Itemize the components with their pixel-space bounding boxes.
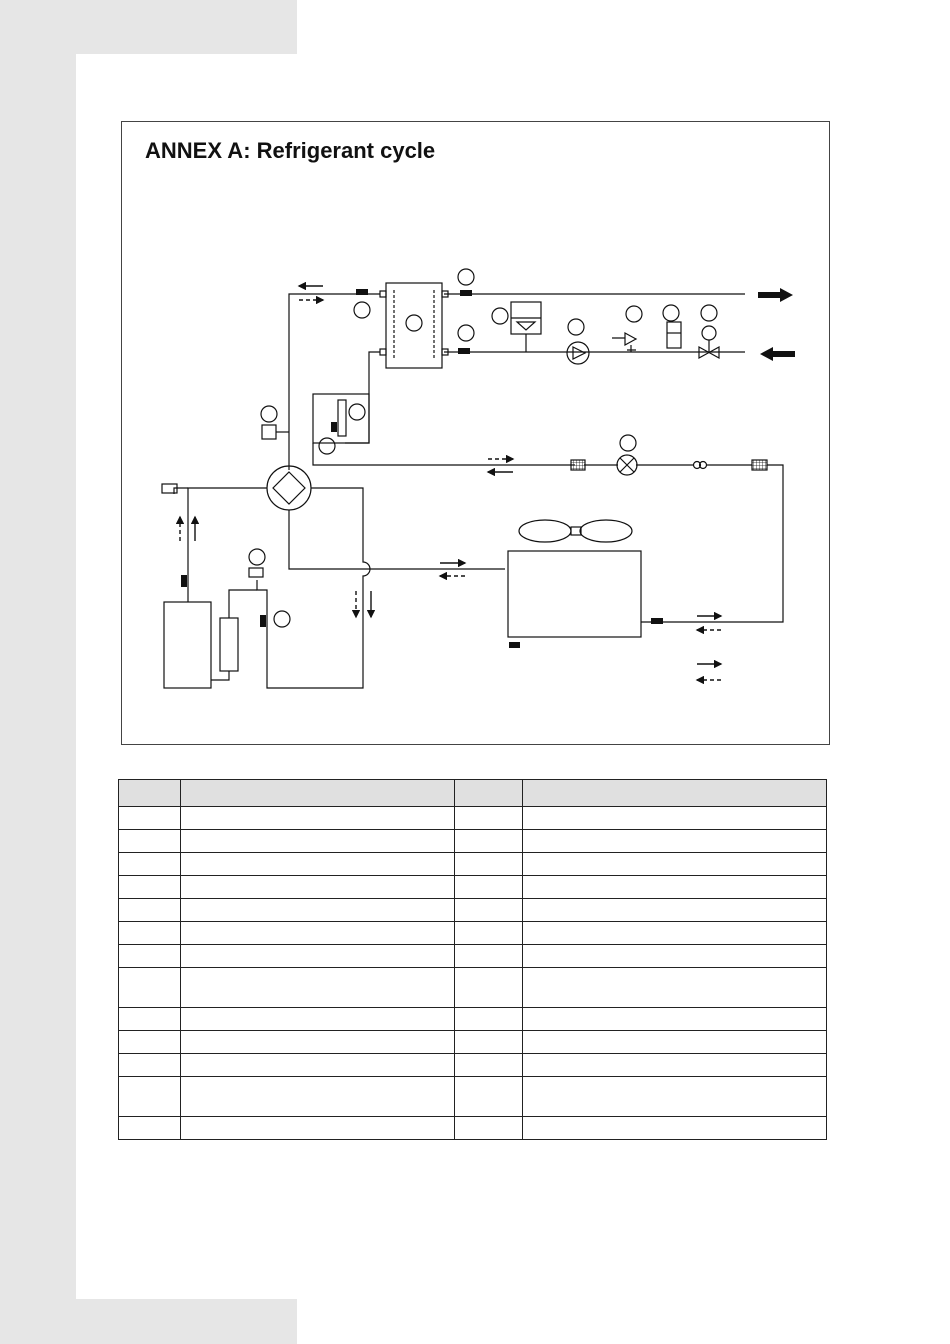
table-cell (523, 807, 827, 830)
table-header-row (119, 780, 827, 807)
table-row (119, 876, 827, 899)
table-cell (119, 1054, 181, 1077)
table-cell (119, 876, 181, 899)
table-cell (455, 899, 523, 922)
water-out-arrow (758, 288, 793, 302)
table-cell (181, 1031, 455, 1054)
liquid-pipe (345, 352, 380, 443)
table-cell (181, 830, 455, 853)
table-cell (455, 1117, 523, 1140)
table-cell (455, 1008, 523, 1031)
flow-switch (667, 322, 681, 348)
header-desc-2 (523, 780, 827, 807)
table-row (119, 945, 827, 968)
air-side-heat-exchanger (508, 551, 641, 637)
table-row (119, 1117, 827, 1140)
table-cell (181, 922, 455, 945)
table-cell (119, 945, 181, 968)
table-cell (181, 945, 455, 968)
table-cell (181, 807, 455, 830)
table-cell (523, 899, 827, 922)
pressure-sensor (262, 425, 276, 439)
table-cell (181, 1008, 455, 1031)
table-row (119, 1008, 827, 1031)
table-cell (523, 968, 827, 1008)
table-row (119, 853, 827, 876)
table-row (119, 830, 827, 853)
table-cell (523, 1008, 827, 1031)
header-desc-1 (181, 780, 455, 807)
table-cell (455, 945, 523, 968)
table-row (119, 807, 827, 830)
table-cell (455, 1054, 523, 1077)
table-cell (523, 853, 827, 876)
table-cell (119, 968, 181, 1008)
fan-blade-right (580, 520, 632, 542)
shut-off-valve (702, 326, 716, 340)
table-cell (181, 1077, 455, 1117)
table-row (119, 1054, 827, 1077)
table-cell (455, 853, 523, 876)
table-cell (181, 876, 455, 899)
table-row (119, 922, 827, 945)
safety-valve (612, 333, 636, 352)
compressor (164, 602, 211, 688)
table-cell (523, 830, 827, 853)
table-cell (523, 1117, 827, 1140)
table-cell (181, 1117, 455, 1140)
table-cell (181, 1054, 455, 1077)
table-cell (523, 1031, 827, 1054)
header-no-2 (455, 780, 523, 807)
table-cell (119, 830, 181, 853)
header-no-1 (119, 780, 181, 807)
table-cell (119, 1077, 181, 1117)
water-in-arrow (760, 347, 795, 361)
table-cell (181, 968, 455, 1008)
table-cell (119, 899, 181, 922)
strainer-right (752, 460, 767, 470)
table-cell (181, 853, 455, 876)
gas-liquid-separator (220, 618, 238, 671)
table-cell (119, 853, 181, 876)
table-row (119, 1031, 827, 1054)
table-cell (455, 807, 523, 830)
table-cell (523, 922, 827, 945)
table-cell (455, 1031, 523, 1054)
table-row (119, 899, 827, 922)
table-cell (455, 830, 523, 853)
table-cell (523, 876, 827, 899)
table-cell (455, 1077, 523, 1117)
table-cell (523, 1077, 827, 1117)
table-cell (119, 1008, 181, 1031)
table-cell (523, 945, 827, 968)
table-cell (455, 876, 523, 899)
table-cell (119, 807, 181, 830)
table-cell (455, 968, 523, 1008)
fan-blade-left (519, 520, 571, 542)
table-row (119, 968, 827, 1008)
table-cell (119, 1031, 181, 1054)
page-title: ANNEX A: Refrigerant cycle (145, 138, 436, 163)
table-cell (181, 899, 455, 922)
component-legend-table (118, 779, 827, 1140)
table-cell (523, 1054, 827, 1077)
table-cell (119, 922, 181, 945)
strainer-left (571, 460, 585, 470)
table-cell (119, 1117, 181, 1140)
table-cell (455, 922, 523, 945)
table-row (119, 1077, 827, 1117)
